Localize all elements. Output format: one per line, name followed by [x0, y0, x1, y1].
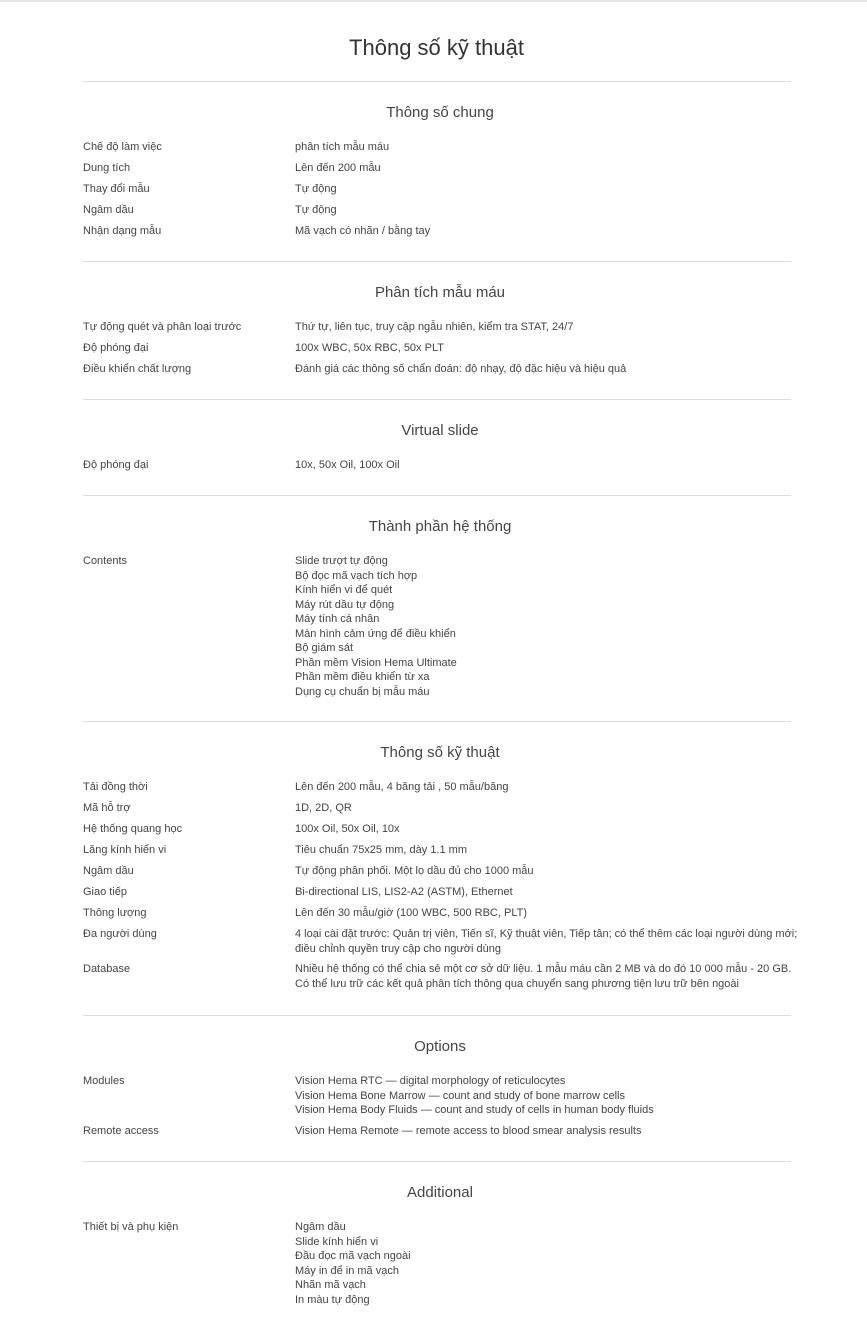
spec-value-line: Mã vạch có nhãn / bằng tay: [295, 225, 431, 237]
spec-value-line: Lên đến 200 mẫu, 4 băng tải , 50 mẫu/băng: [295, 781, 509, 793]
spec-value: [295, 362, 795, 377]
spec-label: Database: [83, 963, 131, 975]
spec-value: [295, 1220, 795, 1307]
section-4: [83, 721, 798, 990]
section-title: Thông số kỹ thuật: [380, 744, 500, 761]
spec-value-line: 100x WBC, 50x RBC, 50x PLT: [295, 342, 444, 354]
spec-value-line: Đánh giá các thông số chẩn đoán: độ nhạy, độ đặc hiệu và hiệu quả: [295, 363, 627, 375]
spec-value: [295, 962, 795, 991]
spec-value-line: Vision Hema Bone Marrow — count and study of bone marrow cells: [295, 1089, 625, 1102]
spec-label: Thông lượng: [83, 907, 147, 919]
spec-value: [295, 864, 795, 879]
spec-value-line: Tự động: [295, 204, 337, 216]
spec-value-line: Bi-directional LIS, LIS2-A2 (ASTM), Ethernet: [295, 886, 513, 898]
spec-value-line: Đầu đọc mã vạch ngoài: [295, 1250, 411, 1262]
spec-label: Giao tiếp: [83, 886, 128, 898]
section-2: [83, 399, 791, 471]
spec-label: Thay đổi mẫu: [83, 183, 150, 195]
spec-value: [295, 182, 795, 197]
spec-label: Lăng kính hiển vi: [83, 844, 167, 856]
spec-value: [295, 780, 795, 795]
spec-label: Độ phóng đại: [83, 342, 149, 354]
spec-value-line: 1D, 2D, QR: [295, 802, 352, 814]
spec-label: Mã hỗ trợ: [83, 802, 131, 814]
spec-value: [295, 885, 795, 900]
spec-value-line: Lên đến 30 mẫu/giờ (100 WBC, 500 RBC, PLT): [295, 907, 528, 919]
spec-value-line: Máy rút dầu tự động: [295, 598, 395, 611]
spec-value-line: Thứ tự, liên tục, truy cập ngẫu nhiên, kiểm tra STAT, 24/7: [295, 321, 574, 333]
section-title: Thông số chung: [386, 104, 494, 121]
spec-value: [295, 906, 795, 921]
spec-value-line: 100x Oil, 50x Oil, 10x: [295, 823, 400, 835]
spec-value-line: Bộ đọc mã vạch tích hợp: [295, 569, 418, 582]
spec-value: [295, 140, 795, 155]
spec-value: [295, 224, 795, 239]
spec-label: Điều khiển chất lượng: [83, 363, 192, 375]
spec-value: [295, 341, 795, 356]
spec-label: Dung tích: [83, 162, 131, 174]
spec-value-line: Tự động phân phối. Một lọ dầu đủ cho 1000 mẫu: [295, 865, 534, 877]
spec-label: Tự động quét và phân loại trước: [83, 321, 242, 333]
section-title: Thành phần hệ thống: [368, 518, 512, 535]
section-3: [83, 495, 791, 698]
spec-value-line: Phần mềm điều khiển từ xa: [295, 671, 430, 683]
spec-value: [295, 203, 795, 218]
spec-value-line: điều chỉnh quyền truy cập cho người dùng: [295, 942, 501, 955]
spec-value: [295, 161, 795, 176]
spec-value: [295, 822, 795, 837]
spec-value-line: Máy tính cá nhân: [295, 613, 380, 625]
spec-value-line: Slide kính hiển vi: [295, 1235, 379, 1248]
spec-value-line: Có thể lưu trữ các kết quả phân tích thông qua chuyển sang phương tiện lưu trữ bên ngoài: [295, 977, 739, 990]
section-6: [83, 1161, 791, 1306]
spec-value-line: In màu tự động: [295, 1293, 370, 1306]
spec-value-line: Slide trượt tự động: [295, 555, 388, 567]
spec-value-line: Tiêu chuẩn 75x25 mm, dày 1.1 mm: [295, 844, 468, 856]
spec-label: Nhận dạng mẫu: [83, 225, 162, 237]
spec-value: [295, 801, 795, 816]
spec-value-line: Máy in để in mã vạch: [295, 1264, 399, 1277]
spec-value-line: Dụng cụ chuẩn bị mẫu máu: [295, 685, 430, 698]
spec-value: [295, 1124, 795, 1139]
spec-value: [295, 458, 795, 473]
spec-value: [295, 320, 795, 335]
section-title: Additional: [407, 1184, 473, 1201]
spec-label: Chế độ làm việc: [83, 141, 162, 153]
page-title: Thông số kỹ thuật: [349, 35, 524, 60]
spec-value-line: 10x, 50x Oil, 100x Oil: [295, 459, 400, 471]
section-title: Phân tích mẫu máu: [374, 284, 506, 301]
spec-value-line: Màn hình cảm ứng để điều khiển: [295, 627, 456, 640]
spec-value-line: Vision Hema RTC — digital morphology of reticulocytes: [295, 1075, 566, 1087]
spec-label: Contents: [83, 555, 128, 567]
spec-value-line: phân tích mẫu máu: [295, 141, 390, 153]
spec-value-line: Ngâm dầu: [295, 1221, 346, 1233]
spec-label: Hệ thống quang học: [83, 823, 183, 835]
spec-value: [295, 927, 798, 956]
spec-label: Modules: [83, 1075, 125, 1087]
spec-value: [295, 843, 795, 858]
spec-label: Độ phóng đại: [83, 459, 149, 471]
spec-value-line: Phần mềm Vision Hema Ultimate: [295, 656, 457, 669]
spec-label: Ngâm dầu: [83, 865, 134, 877]
spec-label: Tải đồng thời: [83, 781, 148, 793]
spec-value: [295, 1074, 795, 1118]
spec-label: Remote access: [83, 1125, 159, 1137]
spec-value-line: Nhãn mã vạch: [295, 1279, 366, 1291]
spec-value-line: Lên đến 200 mẫu: [295, 162, 381, 174]
spec-label: Đa người dùng: [83, 928, 157, 940]
spec-value-line: Tự động: [295, 183, 337, 195]
spec-value-line: Bộ giám sát: [295, 642, 354, 654]
top-border: [0, 0, 867, 2]
spec-label: Ngâm dầu: [83, 204, 134, 216]
spec-label: Thiết bị và phụ kiện: [83, 1221, 179, 1233]
section-title: Virtual slide: [401, 422, 479, 439]
spec-value: [295, 554, 795, 699]
section-title: Options: [414, 1038, 466, 1055]
spec-value-line: Vision Hema Remote — remote access to blood smear analysis results: [295, 1125, 642, 1137]
spec-value-line: Nhiều hệ thống có thể chia sẻ một cơ sở dữ liệu. 1 mẫu máu cần 2 MB và do đó 10 000 mẫu - 20 GB.: [295, 963, 792, 975]
spec-value-line: 4 loại cài đặt trước: Quản trị viên, Tiến sĩ, Kỹ thuật viên, Tiếp tân; có thể thêm các loại người dùng mới;: [295, 928, 798, 940]
spec-value-line: Kính hiển vi để quét: [295, 584, 393, 596]
section-5: [83, 1015, 791, 1137]
spec-value-line: Vision Hema Body Fluids — count and study of cells in human body fluids: [295, 1104, 654, 1116]
section-0: [83, 81, 791, 237]
section-1: [83, 261, 791, 375]
